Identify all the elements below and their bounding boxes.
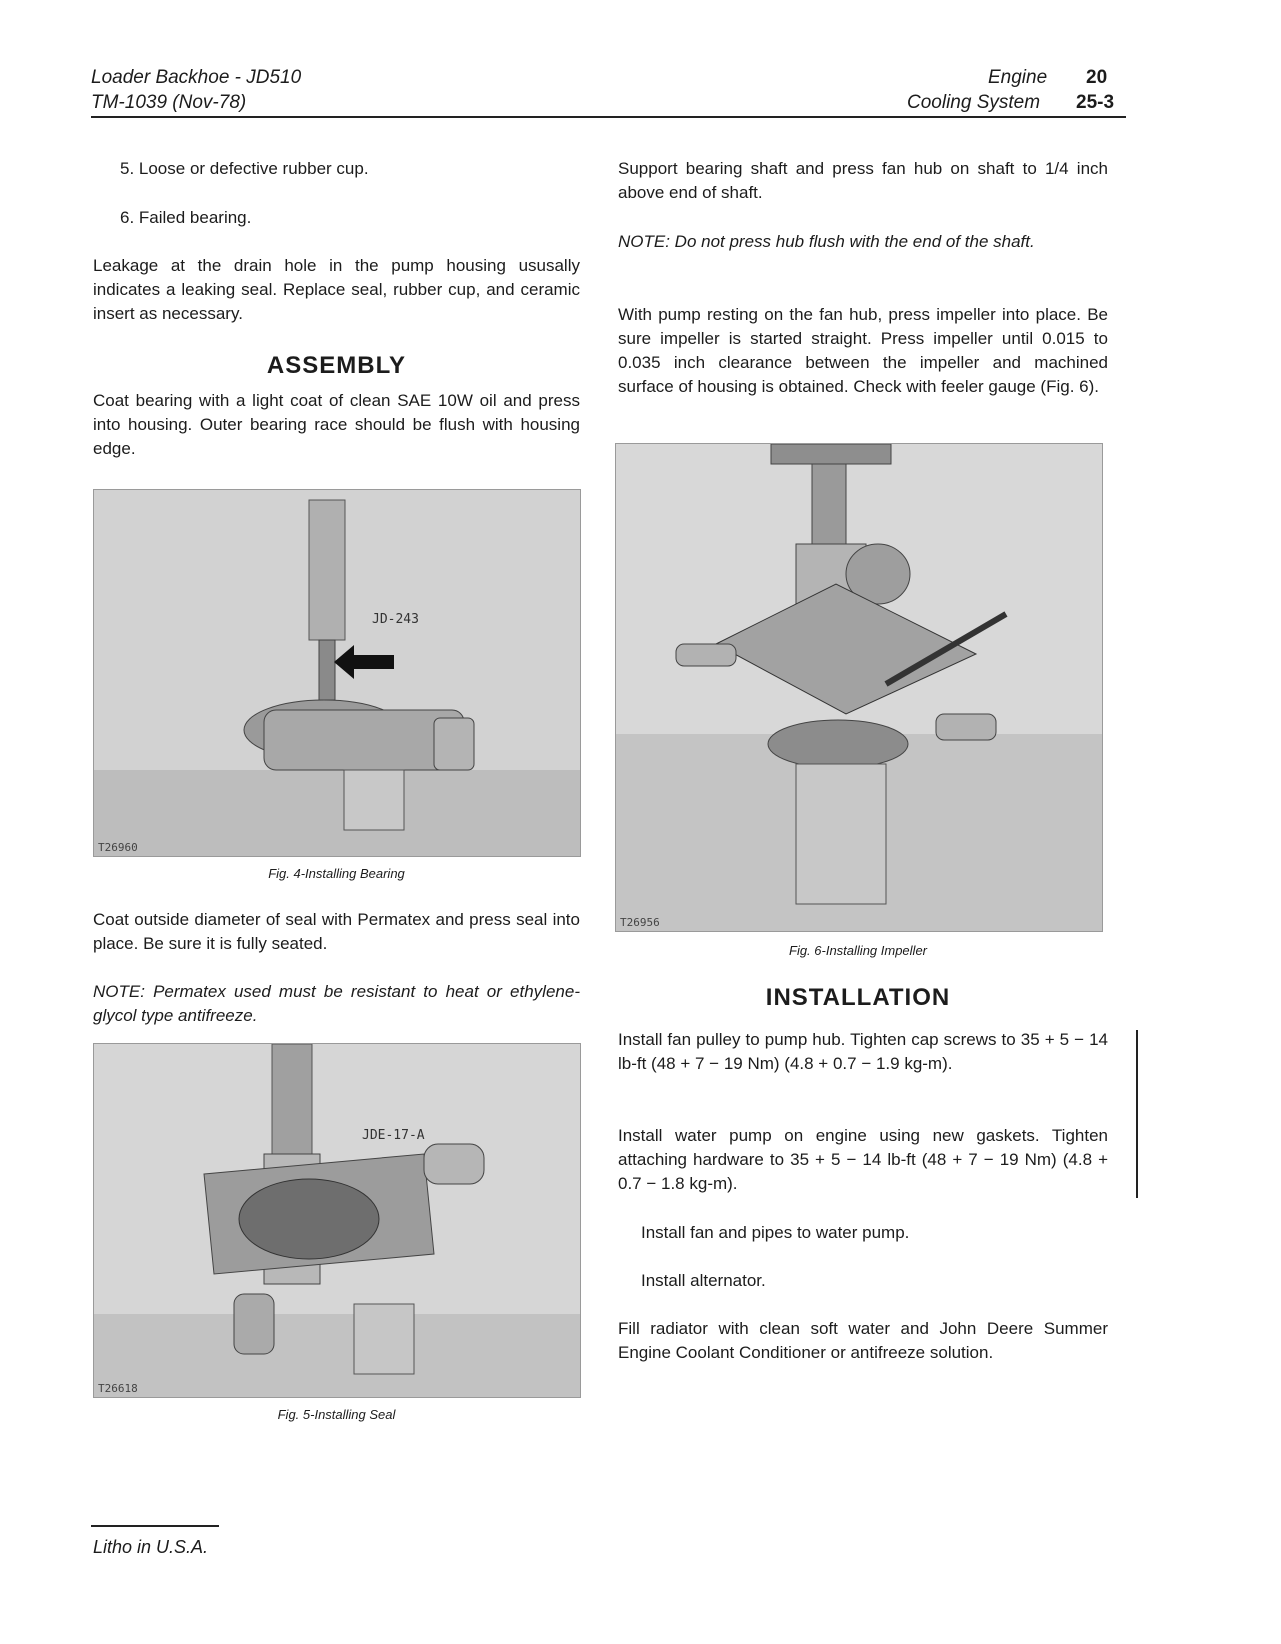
footer-litho: Litho in U.S.A. <box>93 1537 209 1557</box>
revision-change-bar <box>1136 1030 1138 1198</box>
fig5-tool-label: JDE-17-A <box>362 1128 425 1143</box>
install-paragraph-4: Install alternator. <box>641 1271 766 1290</box>
fig6-caption: Fig. 6-Installing Impeller <box>789 943 927 958</box>
header-rule <box>91 116 1126 118</box>
fig5-photo-id: T26618 <box>98 1382 138 1395</box>
header-left-line2: TM-1039 (Nov-78) <box>91 92 247 113</box>
header-page-number: 20 <box>1086 67 1108 88</box>
header-subsection: Cooling System <box>907 92 1041 113</box>
fig4-tool-label: JD-243 <box>372 612 419 627</box>
fig4-photo <box>93 489 581 857</box>
support-paragraph: Support bearing shaft and press fan hub on shaft to 1/4 inch above end of shaft. <box>618 159 1108 202</box>
install-paragraph-5: Fill radiator with clean soft water and John Deere Summer Engine Coolant Conditioner or antifreeze solution. <box>618 1319 1108 1362</box>
fig5-caption: Fig. 5-Installing Seal <box>277 1407 396 1422</box>
header-left-line1: Loader Backhoe - JD510 <box>91 67 302 88</box>
note-permatex: NOTE: Permatex used must be resistant to heat or ethylene-glycol type antifreeze. <box>93 982 580 1025</box>
fig6-photo-id: T26956 <box>620 916 660 929</box>
impeller-paragraph: With pump resting on the fan hub, press impeller into place. Be sure impeller is started straight. Press impeller until 0.015 to 0.035 inch clearance between the impeller and machined surface of housing is obtained. Check with feeler gauge (Fig. 6). <box>618 305 1108 396</box>
assembly-heading: ASSEMBLY <box>266 352 407 379</box>
header-subsection-number: 25-3 <box>1076 92 1115 113</box>
fig5-photo <box>93 1043 581 1398</box>
fig4-photo-id: T26960 <box>98 841 138 854</box>
fig6-photo <box>615 443 1103 932</box>
install-paragraph-1: Install fan pulley to pump hub. Tighten cap screws to 35 + 5 − 14 lb-ft (48 + 7 − 19 Nm) (4.8 + 0.7 − 1.9 kg-m). <box>618 1030 1108 1073</box>
fig4-caption: Fig. 4-Installing Bearing <box>268 866 405 881</box>
leakage-paragraph: Leakage at the drain hole in the pump housing ususally indicates a leaking seal. Replace seal, rubber cup, and ceramic insert as necessary. <box>93 256 580 323</box>
list-item-5: 5. Loose or defective rubber cup. <box>120 159 369 178</box>
footer-rule <box>91 1525 219 1527</box>
header-section: Engine <box>988 67 1048 88</box>
installation-heading: INSTALLATION <box>765 984 951 1011</box>
note-hub: NOTE: Do not press hub flush with the end of the shaft. <box>618 232 1035 251</box>
install-paragraph-2: Install water pump on engine using new gaskets. Tighten attaching hardware to 35 + 5 − 14 lb-ft (48 + 7 − 19 Nm) (4.8 + 0.7 − 1.8 kg-m). <box>618 1126 1108 1193</box>
assembly-paragraph: Coat bearing with a light coat of clean SAE 10W oil and press into housing. Outer bearing race should be flush with housing edge. <box>93 391 580 458</box>
seal-paragraph: Coat outside diameter of seal with Permatex and press seal into place. Be sure it is fully seated. <box>93 910 580 953</box>
list-item-6: 6. Failed bearing. <box>120 208 252 227</box>
install-paragraph-3: Install fan and pipes to water pump. <box>641 1223 910 1242</box>
